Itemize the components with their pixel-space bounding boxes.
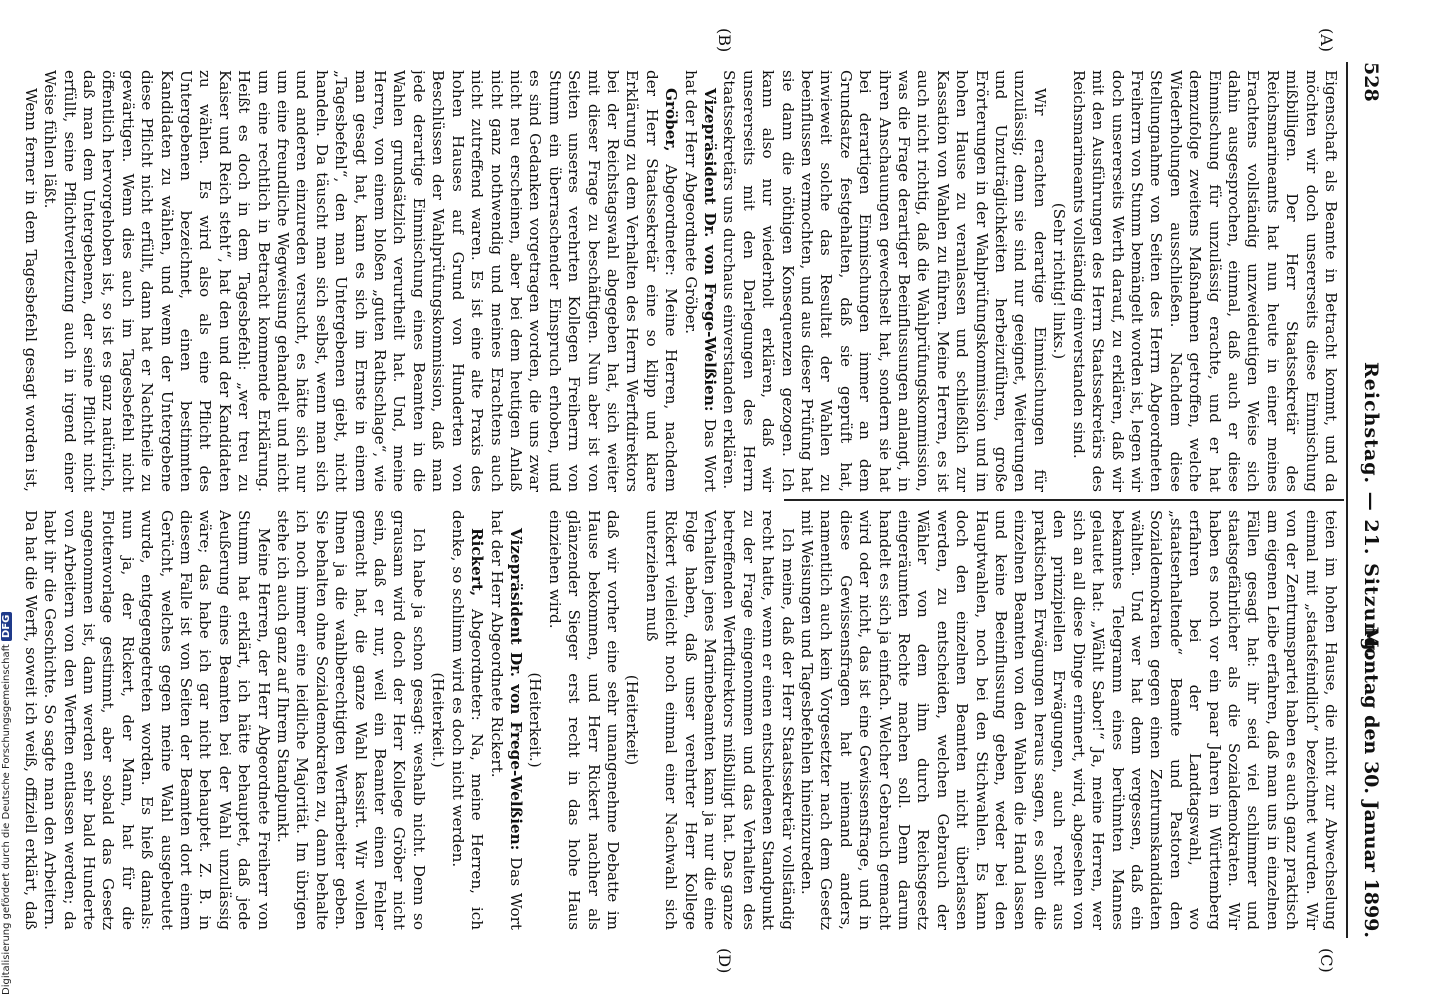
column-divider xyxy=(784,499,1344,501)
speech-text: Das Wort hat der Herr Abgeordnete Rickert. xyxy=(487,510,525,930)
page-header xyxy=(1352,62,1386,938)
speech-text: Das Wort hat der Herr Abgeordnete Gröber. xyxy=(681,70,719,492)
margin-marker-c: (C) xyxy=(1317,948,1336,973)
speech-text: Abgeordneter: Na, meine Herren, ich denke, so schlimm wird es doch nicht werden. xyxy=(448,510,487,930)
speech-paragraph xyxy=(447,510,486,930)
dfg-logo: DFG xyxy=(1,612,12,641)
speaker-name: Vizepräsident Dr. von Frege-Welßien: xyxy=(701,88,719,412)
footer-strip xyxy=(1,0,13,1000)
margin-marker-d: (D) xyxy=(715,948,734,974)
interjection: (Heiterkeit) xyxy=(623,674,642,766)
interjection: (Sehr richtig! links.) xyxy=(1050,202,1069,360)
paragraph: teien im hohen Hause, die nicht zur Abwechselung einmal mit „staatsfeindlich“ bezeichnet wurden. Wir von der Zentrumspartei haben es auch ganz praktisch am eigenen Leibe erfahren, daß man uns in einzelnen Fällen gesagt hat: ihr seid viel schlimmer und staatsgefährlicher als die Sozialdemokraten. Wir haben es noch vor ein paar Jahren in Württemberg erfahren bei der Landtagswahl, wo „staatserhaltende“ Beamte und Pastoren den Sozialdemokraten gegen einen Zentrumskandidaten wählten. Und wer hat denn vergessen, daß ein bekanntes Telegramm eines berühmten Mannes gelautet hat: „Wählt Sabor!“ Ja, meine Herren, wer sich an all diese Dinge erinnert, wird, abgesehen von den prinzipiellen Erwägungen, auch recht aus praktischen Erwägungen heraus sagen, es sollen die einzelnen Beamten von den Wahlen die Hand lassen und keine Beeinflussung geben, weder bei den Hauptwahlen, noch bei den Stichwahlen. Es kann doch den einzelnen Beamten nicht überlassen werden, zu entscheiden, welchen Gebrauch der Wähler von dem ihm durch Reichsgesetz eingeräumten Rechte machen soll. Denn darum handelt es sich ja einfach. Welcher Gebrauch gemacht wird oder nicht, das ist eine Gewissensfrage, und in diese Gewissensfragen hat niemand anders, namentlich auch kein Vorgesetzter nach dem Gesetz mit Weisungen und Tagesbefehlen hineinzureden. xyxy=(798,510,1340,930)
interjection: (Heiterkeit.) xyxy=(429,672,448,768)
speaker-name: Gröber, xyxy=(662,88,681,152)
header-rule xyxy=(1346,62,1348,938)
speech-text: Abgeordneter: Meine Herren, nachdem der Herr Staatssekretär eine so klipp und klare Erklärung zu dem Verhalten des Herrn Werftdirektors bei der Reichstagswahl abgegeben hat, sich weiter mit dieser Frage zu beschäftigen. Nun aber ist von Seiten unseres verehrten Kollegen Freiherrn von Stumm ein überraschender Einspruch erhoben, und es sind Gedanken vorgetragen worden, die uns zwar nicht neu erscheinen, aber bei dem heutigen Anlaß nicht ganz nothwendig und meines Erachtens auch nicht zutreffend waren. Es ist eine alte Praxis des hohen Hauses auf Grund von Hunderten von Beschlüssen der Wahlprüfungskommission, daß man jede derartige Einmischung eines Beamten in die Wahlen grundsätzlich verurtheilt hat. Und, meine Herren, von einem bloßen „guten Rathschlage“, wie man gesagt hat, kann es sich im Ernste in einem „Tagesbefehl“, den man Untergebenen giebt, nicht handeln. Da täuscht man sich selbst, wenn man sich und anderen einzureden versucht, es hätte sich nur um eine freundliche Wegweisung gehandelt und nicht um eine rechtlich in Betracht kommende Erklärung. Heißt es doch in dem Tagesbefehl: „wer treu zu Kaiser und Reich steht“, hat den und der Kandidaten zu wählen. Es wird also als eine Pflicht des Untergebenen bezeichnet, einen bestimmten Kandidaten zu wählen, und wenn der Untergebene diese Pflicht nicht erfüllt, dann hat er Nachtheile zu gewärtigen. Wenn dies auch im Tagesbefehl nicht öffentlich hervorgehoben ist, so ist es ganz natürlich, daß man dem Untergebenen, der seine Pflicht nicht erfüllt, seine Pflichtverletzung auch in irgend einer Weise fühlen läßt. xyxy=(41,70,681,492)
page-title: Reichstag. — 21. Sitzung. xyxy=(1360,362,1382,660)
speech-paragraph xyxy=(486,510,525,930)
paragraph: Wir erachten derartige Einmischungen für unzulässig; denn sie sind nur geeignet, Weiterungen und Unzuträglichkeiten herbeizuführen, große Erörterungen in der Wahlprüfungskommission und im hohen Hause zu veranlassen und schließlich zur Kassation von Wahlen zu führen. Meine Herren, es ist auch nicht richtig, daß die Wahlprüfungskommission, was die Frage derartiger Beeinflussungen anlangt, in ihren Anschauungen gewechselt hat, sondern sie hat bei derartigen Einmischungen immer an dem Grundsatze festgehalten, daß sie geprüft hat, inwieweit solche das Resultat der Wahlen zu beeinflussen vermochten, und aus dieser Prüfung hat sie dann die nöthigen Konsequenzen gezogen. Ich kann also nur wiederholt erklären, daß wir unsererseits mit den Darlegungen des Herrn Staatssekretärs uns durchaus einverstanden erklären. xyxy=(720,70,1049,492)
paragraph: Wenn ferner in dem Tagesbefehl gesagt worden ist, xyxy=(21,88,40,492)
paragraph: Eigenschaft als Beamte in Betracht kommt, und da möchten wir doch unsererseits diese Einmischung mißbilligen. Der Herr Staatssekretär des Reichsmarineamts hat nun heute in einer meines Erachtens vollständig unzweideutigen Weise sich dahin ausgesprochen, einmal, daß auch er diese Einmischung für unzulässig erachte, und er hat demzufolge zweitens Maßnahmen getroffen, welche Wiederholungen ausschließen. Nachdem diese Stellungnahme von Seiten des Herrn Abgeordneten Freiherrn von Stumm bemängelt worden ist, legen wir doch unsererseits Werth darauf, zu erklären, daß wir mit den Ausführungen des Herrn Staatssekretärs des Reichsmarineamts vollständig einverstanden sind. xyxy=(1069,70,1340,492)
session-date: Montag den 30. Januar 1899. xyxy=(1360,626,1382,938)
interjection: (Heiterkeit.) xyxy=(526,672,545,768)
left-column xyxy=(20,70,1340,492)
funding-note xyxy=(1,608,12,995)
speech-paragraph xyxy=(40,70,680,492)
right-column xyxy=(20,510,1340,930)
paragraph: Ich meine, daß der Herr Staatssekretär vollständig recht hatte, wenn er einen entschiedenen Standpunkt zu der Frage eingenommen und das Verhalten des betreffenden Werftdirektors mißbilligt hat. Das ganze Verhalten jenes Marinebeamten kann ja nur die eine Folge haben, daß unser verehrter Herr Kollege Rickert vielleicht noch einmal einer Nachwahl sich unterziehen muß xyxy=(642,510,797,930)
speech-paragraph xyxy=(680,70,719,492)
funding-text: Digitalisierung gefördert durch die Deutsche Forschungsgemeinschaft xyxy=(1,644,12,995)
speaker-name: Vizepräsident Dr. von Frege-Welßien: xyxy=(506,528,525,851)
paragraph: daß wir vorher eine sehr unangenehme Debatte im Hause bekommen, und Herr Rickert nachher als glänzender Sieger erst recht in das hohe Haus einziehen wird. xyxy=(545,510,622,930)
margin-marker-a: (A) xyxy=(1317,28,1336,53)
paragraph: Ich habe ja schon gesagt: weshalb nicht. Denn so grausam wird doch der Herr Kollege Gröber nicht sein, daß er nur, weil ein Beamter einen Fehler gemacht hat, die ganze Wahl kassirt. Wir wollen Ihnen ja die wahlberechtigten Werftarbeiter geben. Sie behalten ohne Sozialdemokraten zu, dann behalte ich noch immer eine leidliche Majorität. Im übrigen stehe ich auch ganz auf Ihrem Standpunkt. xyxy=(274,510,428,930)
paragraph: Meine Herren, der Herr Abgeordnete Freiherr von Stumm hat erklärt, ich hätte behauptet, daß jede Aeußerung eines Beamten bei der Wahl unzulässig wäre; das habe ich gar nicht behauptet. Z. B. in diesem Falle ist von Seiten der Beamten dort einem Gerücht, welches gegen meine Wahl ausgebeutet wurde, entgegengetreten worden. Es hieß damals: nun ja, der Rickert, der Mann, hat für die Flottenvorlage gestimmt, aber sobald das Gesetz angenommen ist, dann werden sehr bald Hunderte von Arbeitern von den Werften entlassen werden; da habt ihr die Geschichte. So sagte man den Arbeitern. Da hat die Werft, soweit ich weiß, offiziell erklärt, daß xyxy=(21,510,273,930)
page-number: 528 xyxy=(1360,62,1382,102)
margin-marker-b: (B) xyxy=(715,28,734,53)
speaker-name: Rickert, xyxy=(468,528,487,597)
